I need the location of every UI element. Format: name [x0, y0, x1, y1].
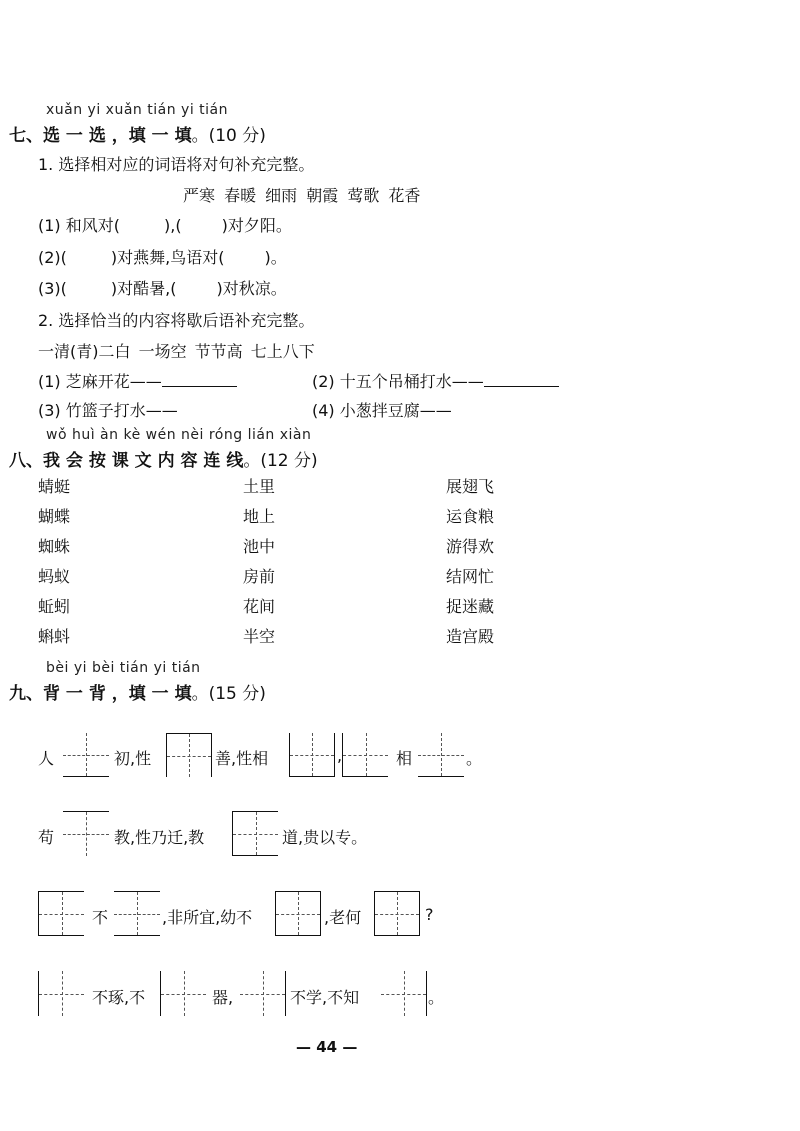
match-column-places [243, 472, 275, 652]
poem-l1-text-a: 人 [38, 749, 55, 768]
answer-box[interactable] [232, 811, 278, 856]
answer-box[interactable] [374, 891, 420, 936]
poem-l4-text-b: 器, [212, 988, 234, 1007]
sec8-points: 。(12 分) [243, 451, 318, 471]
poem-l2-text-b: 教,性乃迁,教 [114, 828, 205, 847]
match-item[interactable]: 地上 [243, 507, 276, 526]
poem-l1-text-d: , [337, 746, 343, 765]
q1-1-part-b: ),( [164, 216, 182, 235]
answer-box[interactable] [166, 733, 212, 777]
match-item[interactable]: 花间 [243, 597, 276, 616]
poem-l1-text-f: 。 [466, 749, 483, 768]
sec9-title [9, 679, 266, 704]
answer-box[interactable] [63, 733, 109, 777]
match-item[interactable]: 半空 [243, 627, 276, 646]
sec7-q1-2 [38, 245, 287, 268]
sec9-title-text: 背 一 背 ，填 一 填 [43, 684, 192, 704]
answer-box[interactable] [275, 891, 321, 936]
match-item[interactable]: 池中 [243, 537, 276, 556]
sec9-number: 九、 [9, 684, 43, 704]
sec7-q2-instruction: 2. 选择恰当的内容将歇后语补充完整。 [38, 311, 315, 330]
poem-l4-text-c: 不学,不知 [290, 988, 360, 1007]
answer-box[interactable] [63, 811, 109, 856]
match-item[interactable]: 展翅飞 [446, 477, 495, 496]
sec7-number: 七、 [9, 126, 43, 146]
sec7-q2-4: (4) 小葱拌豆腐—— [312, 401, 452, 420]
match-item[interactable]: 蝴蝶 [38, 507, 71, 526]
poem-l2-text-c: 道,贵以专。 [282, 828, 368, 847]
sec7-q1-3 [38, 276, 287, 299]
answer-box[interactable] [342, 733, 388, 777]
sec8-title [9, 446, 318, 471]
answer-box[interactable] [418, 733, 464, 777]
match-item[interactable]: 蜻蜓 [38, 477, 71, 496]
sec7-q1-1 [38, 213, 292, 236]
sec8-title-text: 我 会 按 课 文 内 容 连 线 [43, 451, 244, 471]
q1-1-part-c: )对夕阳。 [221, 216, 292, 235]
sec7-q2-2 [312, 369, 559, 392]
q1-2-part-c: )。 [264, 248, 287, 267]
q1-2-part-b: )对燕舞,鸟语对( [110, 248, 225, 267]
q2-1-text: (1) 芝麻开花—— [38, 372, 162, 391]
match-item[interactable]: 造宫殿 [446, 627, 495, 646]
match-item[interactable]: 土里 [243, 477, 276, 496]
sec7-title [9, 121, 266, 146]
sec7-title-text: 选 一 选 ，填 一 填 [43, 126, 192, 146]
answer-box[interactable] [38, 971, 84, 1016]
q1-2-part-a: (2)( [38, 248, 67, 267]
poem-l3-text-c: ,老何 [324, 908, 362, 927]
match-item[interactable]: 蜘蛛 [38, 537, 71, 556]
q1-3-part-c: )对秋凉。 [216, 279, 287, 298]
match-item[interactable]: 房前 [243, 567, 276, 586]
sec7-q2-3: (3) 竹篮子打水—— [38, 401, 178, 420]
sec7-q1-instruction: 1. 选择相对应的词语将对句补充完整。 [38, 155, 315, 174]
poem-l4-text-a: 不琢,不 [92, 988, 146, 1007]
poem-l3-text-d: ? [425, 905, 434, 924]
poem-l1-text-b: 初,性 [114, 749, 152, 768]
answer-box[interactable] [114, 891, 160, 936]
sec7-points: 。(10 分) [191, 126, 266, 146]
poem-l1-text-c: 善,性相 [215, 749, 269, 768]
q2-2-answer-blank[interactable] [484, 372, 559, 387]
sec9-points: 。(15 分) [191, 684, 266, 704]
page-number: — 44 — [296, 1038, 358, 1056]
sec7-q2-1 [38, 369, 237, 392]
q2-2-text: (2) 十五个吊桶打水—— [312, 372, 484, 391]
match-column-actions [446, 472, 494, 652]
match-item[interactable]: 蚯蚓 [38, 597, 71, 616]
q2-1-answer-blank[interactable] [162, 372, 237, 387]
sec7-word-bank: 严寒 春暖 细雨 朝霞 莺歌 花香 [183, 186, 421, 205]
q1-3-part-b: )对酷暑,( [110, 279, 177, 298]
sec7-q2-options: 一清(青)二白 一场空 节节高 七上八下 [38, 342, 315, 361]
answer-box[interactable] [160, 971, 206, 1016]
match-column-animals [38, 472, 70, 652]
match-item[interactable]: 蝌蚪 [38, 627, 71, 646]
match-item[interactable]: 蚂蚁 [38, 567, 71, 586]
poem-l3-text-b: ,非所宜,幼不 [162, 908, 253, 927]
poem-l2-text-a: 苟 [38, 828, 55, 847]
match-item[interactable]: 结网忙 [446, 567, 495, 586]
sec9-pinyin: bèi yi bèi tián yi tián [46, 660, 201, 676]
match-item[interactable]: 捉迷藏 [446, 597, 495, 616]
answer-box[interactable] [289, 733, 335, 777]
poem-l4-text-d: 。 [428, 988, 445, 1007]
answer-box[interactable] [240, 971, 286, 1016]
q1-1-part-a: (1) 和风对( [38, 216, 120, 235]
poem-l1-text-e: 相 [396, 749, 413, 768]
poem-l3-text-a: 不 [92, 908, 109, 927]
q1-3-part-a: (3)( [38, 279, 67, 298]
match-item[interactable]: 运食粮 [446, 507, 495, 526]
sec8-number: 八、 [9, 451, 43, 471]
sec7-pinyin: xuǎn yi xuǎn tián yi tián [46, 102, 228, 118]
answer-box[interactable] [38, 891, 84, 936]
sec8-pinyin: wǒ huì àn kè wén nèi róng lián xiàn [46, 427, 312, 443]
answer-box[interactable] [381, 971, 427, 1016]
match-item[interactable]: 游得欢 [446, 537, 495, 556]
